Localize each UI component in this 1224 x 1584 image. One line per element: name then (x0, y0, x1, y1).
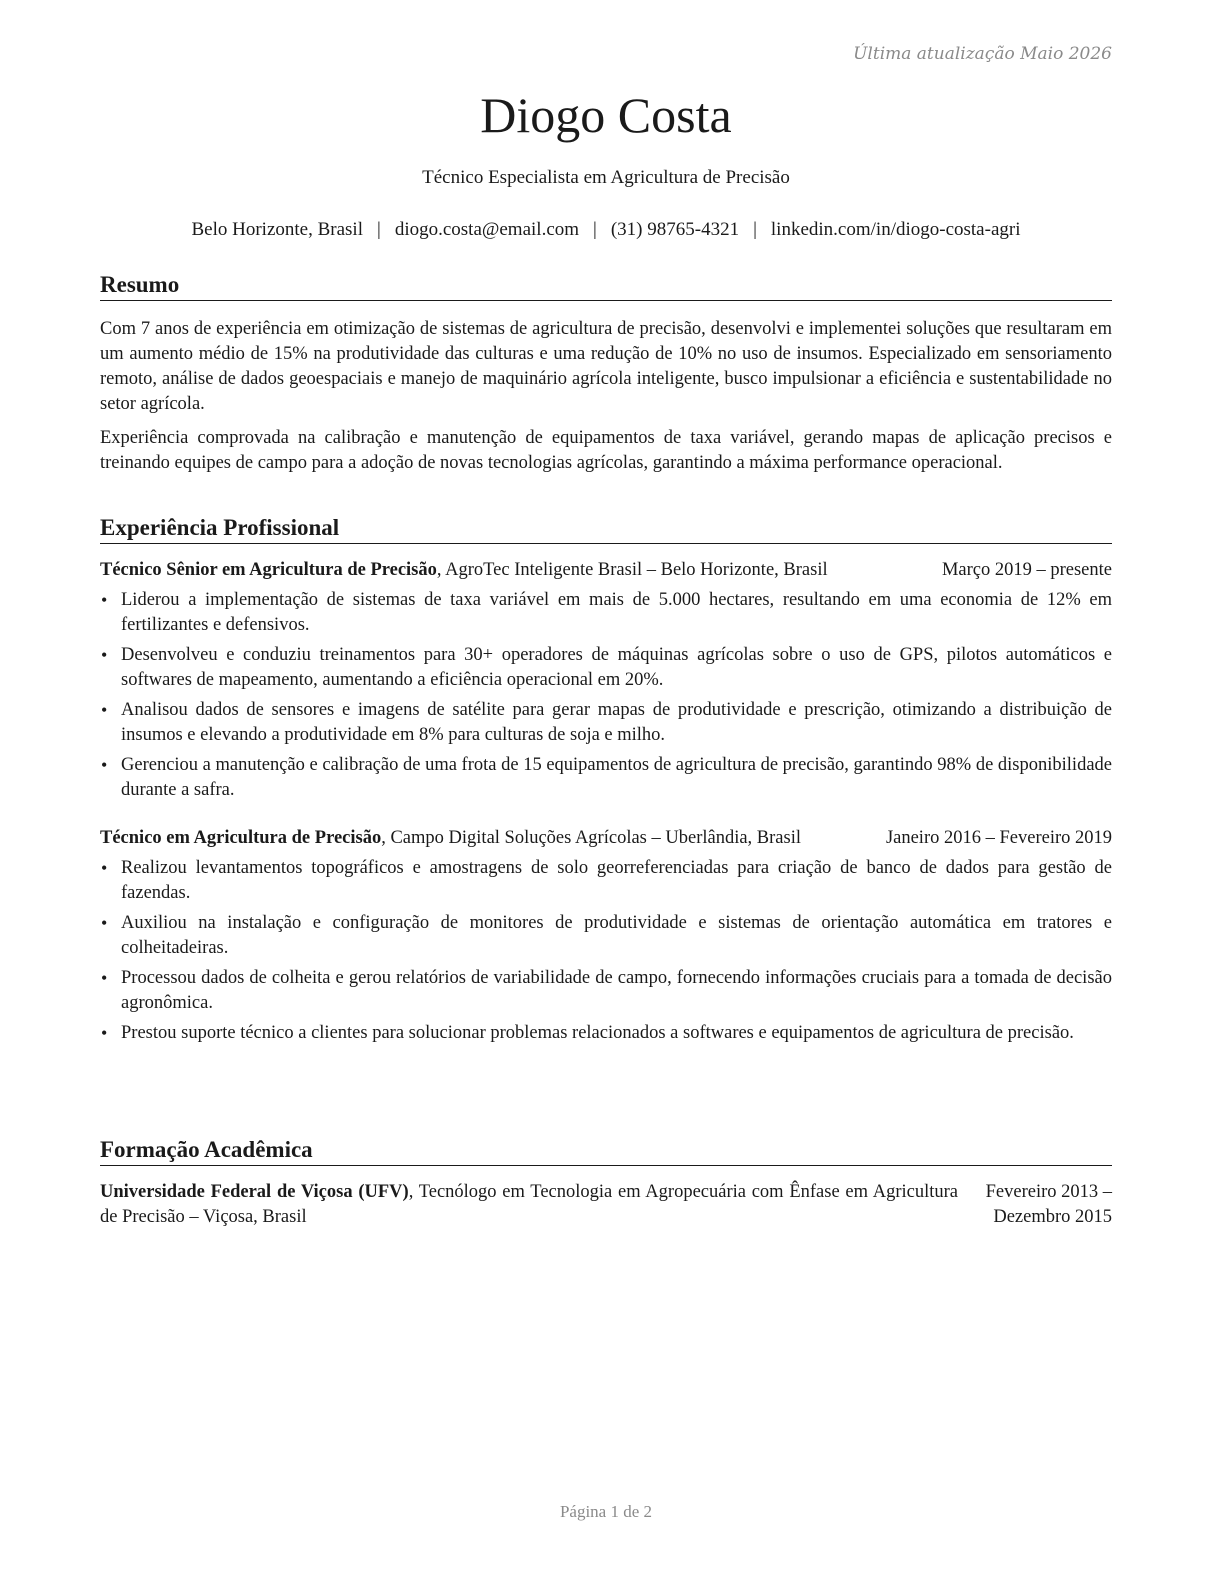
list-item: • Analisou dados de sensores e imagens de satélite para gerar mapas de produtividade e prescrição, otimizando a distribuição de insumos e elevando a produtividade em 8% para culturas de soja e milho. (100, 698, 1112, 748)
job-position: Técnico Sênior em Agricultura de Precisão (100, 560, 437, 580)
education-entry (100, 1180, 1112, 1230)
list-item: • Realizou levantamentos topográficos e amostragens de solo georreferenciadas para criação de banco de dados para gestão de fazendas. (100, 856, 1112, 906)
section-title-summary: Resumo (100, 271, 1112, 301)
job-title-line (100, 826, 878, 851)
contact-line (100, 219, 1112, 241)
section-title-education: Formação Acadêmica (100, 1136, 1112, 1166)
experience-section (100, 514, 1112, 1046)
job-entry (100, 826, 1112, 1046)
contact-linkedin[interactable]: linkedin.com/in/diogo-costa-agri (770, 219, 1021, 240)
page-number: Página 1 de 2 (559, 1502, 653, 1521)
job-dates: Março 2019 – presente (941, 560, 1112, 580)
job-bullets (100, 588, 1112, 803)
list-item: • Prestou suporte técnico a clientes para solucionar problemas relacionados a softwares e equipamentos de agricultura de precisão. (100, 1021, 1112, 1046)
list-item: • Processou dados de colheita e gerou relatórios de variabilidade de campo, fornecendo informações cruciais para a tomada de decisão agronômica. (100, 966, 1112, 1016)
last-updated: Última atualização Maio 2026 (853, 44, 1112, 64)
section-title-experience: Experiência Profissional (100, 514, 1112, 544)
summary-paragraph: Experiência comprovada na calibração e manutenção de equipamentos de taxa variável, gerando mapas de aplicação precisos e treinando equipes de campo para a adoção de novas tecnologias agrícolas, garantindo a máxima performance operacional. (100, 428, 1112, 473)
education-dates: Fevereiro 2013 – Dezembro 2015 (985, 1182, 1112, 1227)
education-header (100, 1180, 1112, 1230)
candidate-name: Diogo Costa (480, 87, 732, 143)
contact-separator: | (377, 219, 381, 240)
education-section (100, 1136, 1112, 1230)
education-title-line (100, 1180, 958, 1230)
contact-email[interactable]: diogo.costa@email.com (394, 219, 580, 240)
job-entry (100, 558, 1112, 803)
list-item: • Desenvolveu e conduziu treinamentos para 30+ operadores de máquinas agrícolas sobre o uso de GPS, pilotos automáticos e softwares de mapeamento, aumentando a eficiência operacional em 20%. (100, 643, 1112, 693)
job-title-line (100, 558, 890, 583)
education-details: , Tecnólogo em Tecnologia em Agropecuária com Ênfase em Agricultura de Precisão – Viçosa, Brasil (100, 1182, 959, 1227)
list-item: • Liderou a implementação de sistemas de taxa variável em mais de 5.000 hectares, resultando em uma economia de 12% em fertilizantes e defensivos. (100, 588, 1112, 638)
job-details: , Campo Digital Soluções Agrícolas – Uberlândia, Brasil (381, 828, 801, 848)
list-item: • Auxiliou na instalação e configuração de monitores de produtividade e sistemas de orientação automática em tratores e colheitadeiras. (100, 911, 1112, 961)
list-item: • Gerenciou a manutenção e calibração de uma frota de 15 equipamentos de agricultura de precisão, garantindo 98% de disponibilidade durante a safra. (100, 753, 1112, 803)
contact-phone: (31) 98765-4321 (610, 219, 740, 240)
candidate-role: Técnico Especialista em Agricultura de Precisão (422, 167, 790, 188)
contact-separator: | (593, 219, 597, 240)
resume-page (100, 0, 1112, 1584)
summary-paragraph: Com 7 anos de experiência em otimização de sistemas de agricultura de precisão, desenvolvi e implementei soluções que resultaram em um aumento médio de 15% na produtividade das culturas e uma redução de 10% no uso de insumos. Especializado em sensoriamento remoto, análise de dados geoespaciais e manejo de maquinário agrícola inteligente, busco impulsionar a eficiência e sustentabilidade no setor agrícola. (100, 319, 1112, 414)
job-dates: Janeiro 2016 – Fevereiro 2019 (885, 828, 1112, 848)
summary-section (100, 271, 1112, 476)
contact-separator: | (753, 219, 757, 240)
contact-location: Belo Horizonte, Brasil (191, 219, 363, 240)
job-header (100, 826, 1112, 851)
education-institution: Universidade Federal de Viçosa (UFV) (100, 1182, 409, 1202)
job-header (100, 558, 1112, 583)
job-details: , AgroTec Inteligente Brasil – Belo Horizonte, Brasil (436, 560, 828, 580)
job-position: Técnico em Agricultura de Precisão (100, 828, 382, 848)
job-bullets (100, 856, 1112, 1046)
